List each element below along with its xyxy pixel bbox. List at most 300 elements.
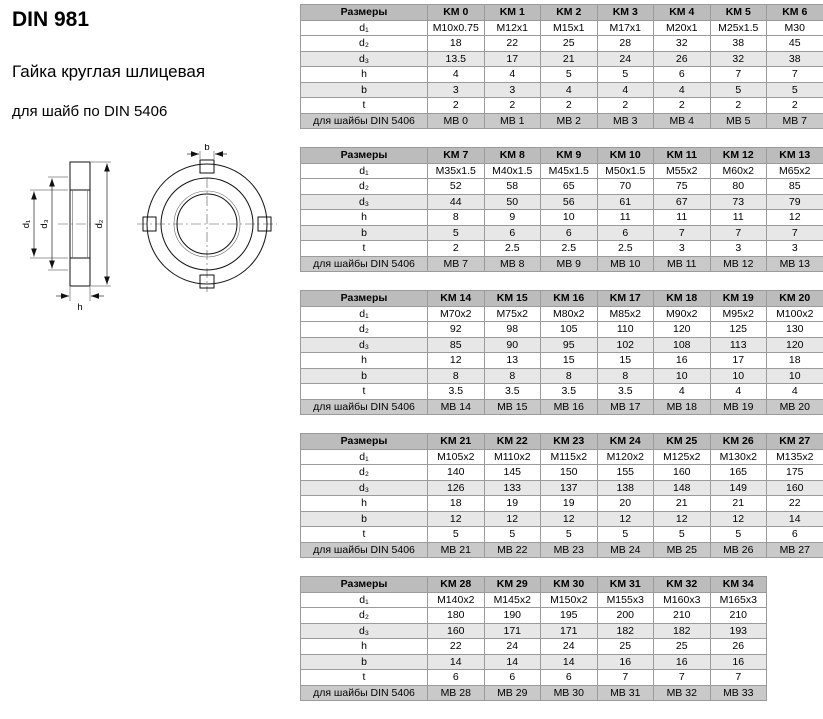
- table-row-d2: [301, 465, 823, 481]
- washer-cell: MB 4: [654, 113, 711, 129]
- header-km: KM 18: [654, 291, 711, 307]
- technical-drawing: [12, 144, 297, 314]
- value-cell: 130: [767, 322, 823, 338]
- value-cell: 14: [767, 511, 823, 527]
- value-cell: 5: [484, 527, 541, 543]
- value-cell: 4: [710, 384, 767, 400]
- row-label: t: [301, 527, 428, 543]
- value-cell: M55x2: [654, 163, 711, 179]
- table-row-t: [301, 384, 823, 400]
- table-footer-row: [301, 685, 767, 701]
- value-cell: 171: [484, 623, 541, 639]
- value-cell: 7: [710, 225, 767, 241]
- table-row-d3: [301, 337, 823, 353]
- value-cell: 10: [541, 210, 598, 226]
- dim-label-d3: d₃: [39, 219, 50, 228]
- value-cell: 180: [428, 608, 485, 624]
- value-cell: 3.5: [541, 384, 598, 400]
- dim-label-h: h: [77, 302, 82, 313]
- value-cell: M15x1: [541, 20, 598, 36]
- value-cell: 4: [767, 384, 823, 400]
- value-cell: 6: [597, 225, 654, 241]
- header-km: KM 32: [654, 577, 711, 593]
- value-cell: 6: [541, 225, 598, 241]
- left-panel: [0, 0, 298, 314]
- header-sizes: Размеры: [301, 291, 428, 307]
- dimension-table-3: [300, 290, 823, 415]
- value-cell: 137: [541, 480, 598, 496]
- value-cell: 171: [541, 623, 598, 639]
- value-cell: 17: [484, 51, 541, 67]
- table-row-d3: [301, 51, 823, 67]
- value-cell: M130x2: [710, 449, 767, 465]
- value-cell: M40x1.5: [484, 163, 541, 179]
- value-cell: 80: [710, 179, 767, 195]
- header-km: KM 34: [710, 577, 767, 593]
- washer-cell: MB 32: [654, 685, 711, 701]
- value-cell: 5: [654, 527, 711, 543]
- value-cell: 6: [484, 225, 541, 241]
- value-cell: 38: [767, 51, 823, 67]
- product-name: Гайка круглая шлицевая: [12, 62, 298, 82]
- header-km: KM 0: [428, 5, 485, 21]
- value-cell: 10: [767, 368, 823, 384]
- value-cell: 12: [484, 511, 541, 527]
- value-cell: 148: [654, 480, 711, 496]
- header-km: KM 10: [597, 148, 654, 164]
- value-cell: 75: [654, 179, 711, 195]
- washer-cell: MB 13: [767, 256, 823, 272]
- table-row-d2: [301, 608, 767, 624]
- washer-cell: MB 22: [484, 542, 541, 558]
- value-cell: 2.5: [484, 241, 541, 257]
- value-cell: M90x2: [654, 306, 711, 322]
- value-cell: 210: [710, 608, 767, 624]
- value-cell: 5: [710, 82, 767, 98]
- value-cell: 18: [428, 496, 485, 512]
- header-km: KM 23: [541, 434, 598, 450]
- washer-cell: MB 5: [710, 113, 767, 129]
- value-cell: 15: [541, 353, 598, 369]
- washer-cell: MB 3: [597, 113, 654, 129]
- row-label: h: [301, 210, 428, 226]
- value-cell: 7: [710, 67, 767, 83]
- header-km: KM 9: [541, 148, 598, 164]
- washer-cell: MB 10: [597, 256, 654, 272]
- table-row-h: [301, 353, 823, 369]
- table-header-row: [301, 291, 823, 307]
- row-label: d₂: [301, 36, 428, 52]
- value-cell: M30: [767, 20, 823, 36]
- value-cell: 149: [710, 480, 767, 496]
- value-cell: M95x2: [710, 306, 767, 322]
- washer-cell: MB 7: [767, 113, 823, 129]
- header-km: KM 29: [484, 577, 541, 593]
- header-km: KM 16: [541, 291, 598, 307]
- value-cell: 150: [541, 465, 598, 481]
- table-row-d3: [301, 480, 823, 496]
- value-cell: M12x1: [484, 20, 541, 36]
- value-cell: 2: [428, 98, 485, 114]
- row-label: d₁: [301, 306, 428, 322]
- value-cell: 4: [428, 67, 485, 83]
- header-km: KM 3: [597, 5, 654, 21]
- header-km: KM 15: [484, 291, 541, 307]
- washer-cell: MB 19: [710, 399, 767, 415]
- value-cell: 21: [541, 51, 598, 67]
- dim-label-b: b: [204, 144, 209, 153]
- value-cell: 70: [597, 179, 654, 195]
- value-cell: 5: [541, 67, 598, 83]
- value-cell: 22: [484, 36, 541, 52]
- table-row-d2: [301, 36, 823, 52]
- washer-cell: MB 8: [484, 256, 541, 272]
- table-row-d2: [301, 179, 823, 195]
- value-cell: 13.5: [428, 51, 485, 67]
- value-cell: 145: [484, 465, 541, 481]
- table-row-d1: [301, 306, 823, 322]
- value-cell: 14: [541, 654, 598, 670]
- table-header-row: [301, 5, 823, 21]
- header-km: KM 12: [710, 148, 767, 164]
- table-row-d2: [301, 322, 823, 338]
- value-cell: 108: [654, 337, 711, 353]
- row-label: d₂: [301, 179, 428, 195]
- row-label: d₁: [301, 163, 428, 179]
- value-cell: 2: [484, 98, 541, 114]
- washer-cell: MB 18: [654, 399, 711, 415]
- header-km: KM 7: [428, 148, 485, 164]
- washer-cell: MB 12: [710, 256, 767, 272]
- washer-cell: MB 0: [428, 113, 485, 129]
- value-cell: 113: [710, 337, 767, 353]
- value-cell: 14: [484, 654, 541, 670]
- row-label: d₁: [301, 449, 428, 465]
- value-cell: 18: [428, 36, 485, 52]
- value-cell: 4: [654, 384, 711, 400]
- washer-cell: MB 11: [654, 256, 711, 272]
- value-cell: M45x1.5: [541, 163, 598, 179]
- washer-cell: MB 25: [654, 542, 711, 558]
- value-cell: 2: [710, 98, 767, 114]
- value-cell: 11: [710, 210, 767, 226]
- washer-cell: MB 31: [597, 685, 654, 701]
- value-cell: 24: [541, 639, 598, 655]
- header-km: KM 14: [428, 291, 485, 307]
- value-cell: 5: [710, 527, 767, 543]
- value-cell: M35x1.5: [428, 163, 485, 179]
- value-cell: 24: [484, 639, 541, 655]
- value-cell: M25x1.5: [710, 20, 767, 36]
- row-label: d₁: [301, 592, 428, 608]
- value-cell: M10x0.75: [428, 20, 485, 36]
- value-cell: 155: [597, 465, 654, 481]
- value-cell: 2: [654, 98, 711, 114]
- washer-cell: MB 30: [541, 685, 598, 701]
- value-cell: 200: [597, 608, 654, 624]
- value-cell: M75x2: [484, 306, 541, 322]
- value-cell: 17: [710, 353, 767, 369]
- dim-label-d1: d₁: [21, 220, 32, 229]
- value-cell: M135x2: [767, 449, 823, 465]
- value-cell: 120: [767, 337, 823, 353]
- value-cell: M50x1.5: [597, 163, 654, 179]
- footer-label: для шайбы DIN 5406: [301, 542, 428, 558]
- table-row-d1: [301, 449, 823, 465]
- row-label: d₃: [301, 480, 428, 496]
- washer-cell: MB 7: [428, 256, 485, 272]
- value-cell: M165x3: [710, 592, 767, 608]
- value-cell: 12: [710, 511, 767, 527]
- header-km: KM 6: [767, 5, 823, 21]
- value-cell: 3: [484, 82, 541, 98]
- page-title: DIN 981: [12, 8, 298, 32]
- row-label: b: [301, 82, 428, 98]
- value-cell: 5: [428, 225, 485, 241]
- value-cell: 5: [428, 527, 485, 543]
- table-row-d3: [301, 623, 767, 639]
- value-cell: 8: [428, 210, 485, 226]
- dimension-table-1: [300, 4, 823, 129]
- value-cell: 125: [710, 322, 767, 338]
- value-cell: 26: [710, 639, 767, 655]
- value-cell: 6: [428, 670, 485, 686]
- value-cell: 16: [597, 654, 654, 670]
- value-cell: 79: [767, 194, 823, 210]
- value-cell: 3.5: [597, 384, 654, 400]
- washer-cell: MB 26: [710, 542, 767, 558]
- table-row-b: [301, 368, 823, 384]
- value-cell: 4: [654, 82, 711, 98]
- value-cell: 50: [484, 194, 541, 210]
- row-label: d₃: [301, 194, 428, 210]
- table-footer-row: [301, 256, 823, 272]
- table-row-t: [301, 670, 767, 686]
- value-cell: M80x2: [541, 306, 598, 322]
- table-row-d1: [301, 20, 823, 36]
- washer-cell: MB 15: [484, 399, 541, 415]
- row-label: d₂: [301, 465, 428, 481]
- header-km: KM 8: [484, 148, 541, 164]
- value-cell: 28: [597, 36, 654, 52]
- washer-cell: MB 1: [484, 113, 541, 129]
- row-label: d₃: [301, 51, 428, 67]
- row-label: d₂: [301, 322, 428, 338]
- value-cell: 8: [597, 368, 654, 384]
- value-cell: 4: [597, 82, 654, 98]
- row-label: t: [301, 670, 428, 686]
- table-header-row: [301, 148, 823, 164]
- value-cell: 8: [428, 368, 485, 384]
- value-cell: 32: [710, 51, 767, 67]
- value-cell: 140: [428, 465, 485, 481]
- value-cell: 56: [541, 194, 598, 210]
- value-cell: M150x2: [541, 592, 598, 608]
- value-cell: 7: [710, 670, 767, 686]
- value-cell: 3: [710, 241, 767, 257]
- table-row-d1: [301, 163, 823, 179]
- value-cell: 12: [767, 210, 823, 226]
- washer-cell: MB 29: [484, 685, 541, 701]
- value-cell: 5: [597, 527, 654, 543]
- value-cell: 2.5: [597, 241, 654, 257]
- value-cell: 10: [710, 368, 767, 384]
- value-cell: 110: [597, 322, 654, 338]
- value-cell: M120x2: [597, 449, 654, 465]
- value-cell: 7: [597, 670, 654, 686]
- footer-label: для шайбы DIN 5406: [301, 685, 428, 701]
- header-km: KM 19: [710, 291, 767, 307]
- row-label: d₃: [301, 623, 428, 639]
- header-sizes: Размеры: [301, 434, 428, 450]
- value-cell: 45: [767, 36, 823, 52]
- value-cell: 10: [654, 368, 711, 384]
- table-header-row: [301, 577, 767, 593]
- table-row-h: [301, 67, 823, 83]
- value-cell: 5: [767, 82, 823, 98]
- value-cell: 12: [541, 511, 598, 527]
- value-cell: 6: [767, 527, 823, 543]
- table-row-h: [301, 496, 823, 512]
- value-cell: 26: [654, 51, 711, 67]
- row-label: b: [301, 225, 428, 241]
- row-label: t: [301, 98, 428, 114]
- header-km: KM 25: [654, 434, 711, 450]
- value-cell: 22: [767, 496, 823, 512]
- value-cell: 21: [654, 496, 711, 512]
- value-cell: 190: [484, 608, 541, 624]
- washer-cell: MB 33: [710, 685, 767, 701]
- table-row-d3: [301, 194, 823, 210]
- row-label: h: [301, 67, 428, 83]
- washer-cell: MB 16: [541, 399, 598, 415]
- value-cell: 92: [428, 322, 485, 338]
- row-label: h: [301, 353, 428, 369]
- footer-label: для шайбы DIN 5406: [301, 113, 428, 129]
- table-row-t: [301, 527, 823, 543]
- value-cell: 12: [654, 511, 711, 527]
- header-km: KM 31: [597, 577, 654, 593]
- value-cell: 65: [541, 179, 598, 195]
- value-cell: 7: [767, 67, 823, 83]
- value-cell: 8: [484, 368, 541, 384]
- washer-cell: MB 17: [597, 399, 654, 415]
- value-cell: 4: [541, 82, 598, 98]
- value-cell: 73: [710, 194, 767, 210]
- value-cell: M145x2: [484, 592, 541, 608]
- value-cell: 9: [484, 210, 541, 226]
- table-row-b: [301, 82, 823, 98]
- dim-label-d2: d₂: [94, 219, 105, 228]
- value-cell: 16: [710, 654, 767, 670]
- value-cell: 6: [484, 670, 541, 686]
- value-cell: 16: [654, 654, 711, 670]
- value-cell: 2: [767, 98, 823, 114]
- dimension-table-5: [300, 576, 767, 701]
- value-cell: 15: [597, 353, 654, 369]
- value-cell: 105: [541, 322, 598, 338]
- row-label: b: [301, 511, 428, 527]
- value-cell: 193: [710, 623, 767, 639]
- row-label: d₃: [301, 337, 428, 353]
- value-cell: M140x2: [428, 592, 485, 608]
- value-cell: 175: [767, 465, 823, 481]
- value-cell: 11: [654, 210, 711, 226]
- value-cell: 90: [484, 337, 541, 353]
- value-cell: 6: [541, 670, 598, 686]
- table-row-h: [301, 210, 823, 226]
- value-cell: 2.5: [541, 241, 598, 257]
- row-label: t: [301, 241, 428, 257]
- header-km: KM 1: [484, 5, 541, 21]
- value-cell: M65x2: [767, 163, 823, 179]
- row-label: b: [301, 654, 428, 670]
- value-cell: 24: [597, 51, 654, 67]
- value-cell: 126: [428, 480, 485, 496]
- value-cell: 25: [654, 639, 711, 655]
- value-cell: 85: [428, 337, 485, 353]
- row-label: d₂: [301, 608, 428, 624]
- value-cell: 120: [654, 322, 711, 338]
- value-cell: 25: [597, 639, 654, 655]
- value-cell: 11: [597, 210, 654, 226]
- value-cell: 5: [541, 527, 598, 543]
- row-label: t: [301, 384, 428, 400]
- header-km: KM 26: [710, 434, 767, 450]
- value-cell: 195: [541, 608, 598, 624]
- value-cell: 7: [654, 670, 711, 686]
- row-label: d₁: [301, 20, 428, 36]
- row-label: h: [301, 496, 428, 512]
- table-row-b: [301, 511, 823, 527]
- header-km: KM 5: [710, 5, 767, 21]
- header-km: KM 11: [654, 148, 711, 164]
- table-row-h: [301, 639, 767, 655]
- value-cell: M70x2: [428, 306, 485, 322]
- header-sizes: Размеры: [301, 148, 428, 164]
- washer-cell: MB 28: [428, 685, 485, 701]
- tables-region: [300, 4, 823, 719]
- value-cell: 2: [597, 98, 654, 114]
- header-km: KM 22: [484, 434, 541, 450]
- washer-note: для шайб по DIN 5406: [12, 103, 298, 120]
- dimension-table-4: [300, 433, 823, 558]
- value-cell: M20x1: [654, 20, 711, 36]
- value-cell: 12: [428, 353, 485, 369]
- value-cell: 12: [428, 511, 485, 527]
- table-row-t: [301, 98, 823, 114]
- value-cell: 25: [541, 36, 598, 52]
- table-footer-row: [301, 113, 823, 129]
- header-km: KM 20: [767, 291, 823, 307]
- value-cell: 95: [541, 337, 598, 353]
- value-cell: M115x2: [541, 449, 598, 465]
- washer-cell: MB 2: [541, 113, 598, 129]
- value-cell: 133: [484, 480, 541, 496]
- value-cell: 16: [654, 353, 711, 369]
- value-cell: 102: [597, 337, 654, 353]
- value-cell: 98: [484, 322, 541, 338]
- washer-cell: MB 21: [428, 542, 485, 558]
- value-cell: 8: [541, 368, 598, 384]
- value-cell: 3.5: [484, 384, 541, 400]
- value-cell: 160: [654, 465, 711, 481]
- header-km: KM 24: [597, 434, 654, 450]
- value-cell: 3: [654, 241, 711, 257]
- value-cell: M155x3: [597, 592, 654, 608]
- value-cell: 12: [597, 511, 654, 527]
- washer-cell: MB 24: [597, 542, 654, 558]
